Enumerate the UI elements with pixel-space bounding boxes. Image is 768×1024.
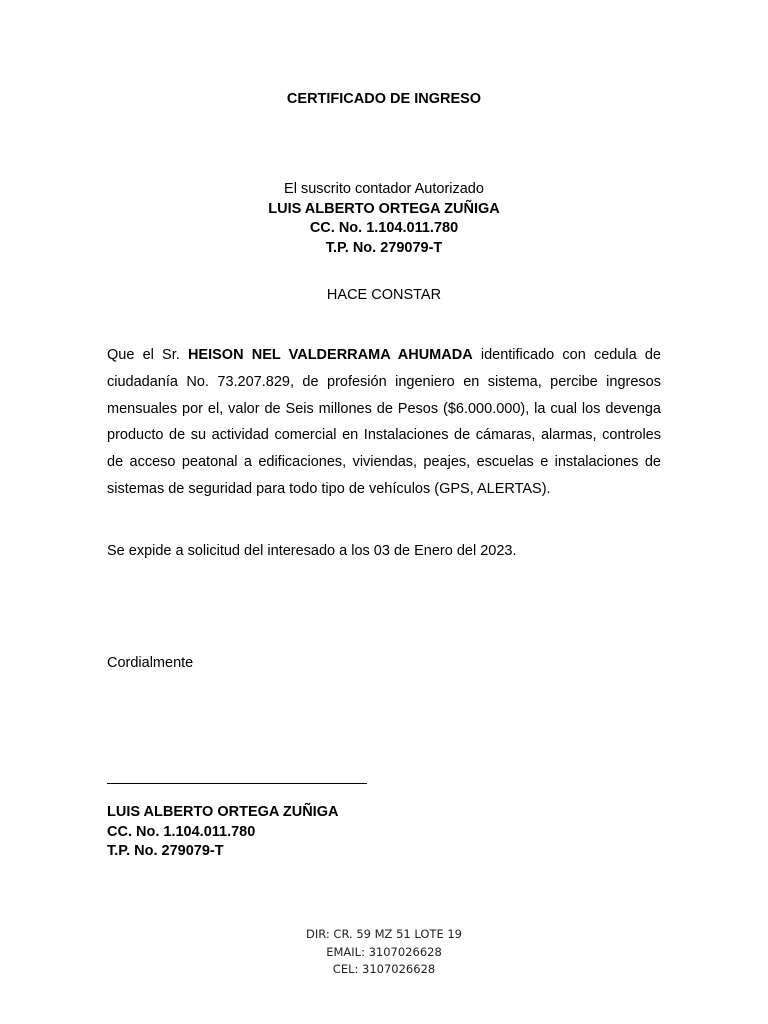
- intro-line: El suscrito contador Autorizado: [284, 181, 484, 197]
- body-prefix: Que el Sr.: [107, 347, 188, 363]
- footer-address: DIR: CR. 59 MZ 51 LOTE 19: [306, 927, 462, 941]
- hace-constar-heading: HACE CONSTAR: [326, 287, 442, 303]
- signature-line: [107, 783, 367, 784]
- closing-text: Cordialmente: [107, 655, 194, 671]
- accountant-name: LUIS ALBERTO ORTEGA ZUÑIGA: [268, 200, 500, 217]
- signature-name: LUIS ALBERTO ORTEGA ZUÑIGA: [107, 804, 339, 820]
- expide-line: Se expide a solicitud del interesado a los 03 de Enero del 2023.: [107, 543, 517, 559]
- footer-contact: [0, 926, 768, 979]
- footer-email: EMAIL: 3107026628: [326, 944, 442, 959]
- signature-tp: T.P. No. 279079-T: [107, 843, 224, 859]
- client-name: HEISON NEL VALDERRAMA AHUMADA: [187, 347, 473, 363]
- certificate-body: [107, 342, 661, 503]
- body-rest: identificado con cedula de ciudadanía No. 73.207.829, de profesión ingeniero en sistema, percibe ingresos mensuales por el, valor de Seis millones de Pesos ($6.000.000), la cual los devenga producto de su actividad comercial en Instalaciones de cámaras, alarmas, controles de acceso peatonal a edificaciones, viviendas, peajes, escuelas e instalaciones de sistemas de seguridad para todo tipo de vehículos (GPS, ALERTAS).: [107, 347, 661, 497]
- signature-cc: CC. No. 1.104.011.780: [107, 823, 256, 840]
- accountant-tp: T.P. No. 279079-T: [325, 239, 443, 256]
- document-title: CERTIFICADO DE INGRESO: [286, 91, 482, 107]
- accountant-cc: CC. No. 1.104.011.780: [309, 220, 459, 236]
- footer-cel: CEL: 3107026628: [332, 962, 436, 976]
- accountant-header: [0, 180, 768, 258]
- signature-block: [107, 803, 338, 862]
